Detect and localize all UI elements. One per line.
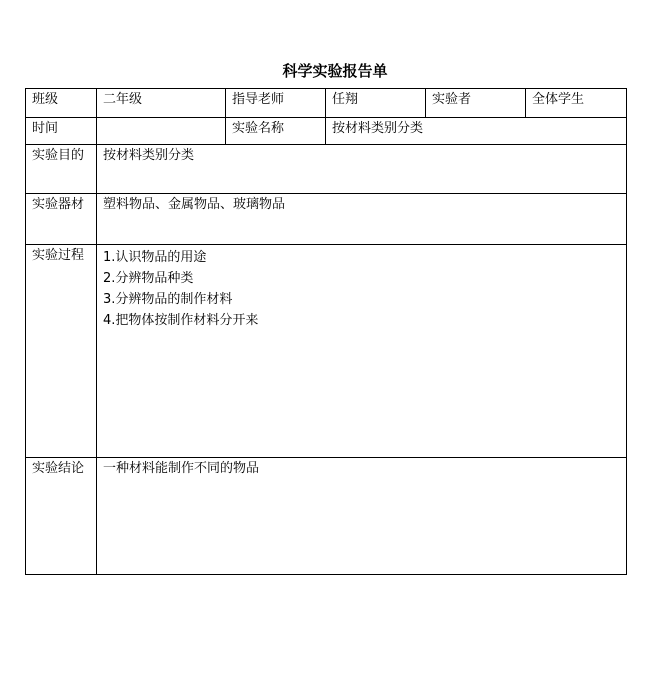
conclusion-value: 一种材料能制作不同的物品	[97, 458, 627, 575]
row-process	[26, 245, 627, 458]
row-time-name	[26, 118, 627, 145]
conclusion-label: 实验结论	[26, 458, 97, 575]
experimenter-label: 实验者	[426, 89, 526, 118]
report-title: 科学实验报告单	[282, 62, 388, 80]
process-step: 2.分辨物品种类	[103, 271, 194, 286]
process-label: 实验过程	[26, 245, 97, 458]
process-step: 1.认识物品的用途	[103, 250, 207, 265]
row-equipment	[26, 194, 627, 245]
experiment-name-label: 实验名称	[226, 118, 326, 145]
time-label: 时间	[26, 118, 97, 145]
time-value	[97, 118, 226, 145]
equipment-label: 实验器材	[26, 194, 97, 245]
experiment-name-value: 按材料类别分类	[326, 118, 627, 145]
report-table	[25, 88, 627, 575]
class-value: 二年级	[97, 89, 226, 118]
teacher-value: 任翔	[326, 89, 426, 118]
experimenter-value: 全体学生	[526, 89, 627, 118]
process-step: 4.把物体按制作材料分开来	[103, 313, 259, 328]
process-steps	[97, 245, 627, 458]
teacher-label: 指导老师	[226, 89, 326, 118]
row-purpose	[26, 145, 627, 194]
process-step: 3.分辨物品的制作材料	[103, 292, 233, 307]
class-label: 班级	[26, 89, 97, 118]
purpose-label: 实验目的	[26, 145, 97, 194]
row-class-info	[26, 89, 627, 118]
equipment-value: 塑料物品、金属物品、玻璃物品	[97, 194, 627, 245]
row-conclusion	[26, 458, 627, 575]
purpose-value: 按材料类别分类	[97, 145, 627, 194]
